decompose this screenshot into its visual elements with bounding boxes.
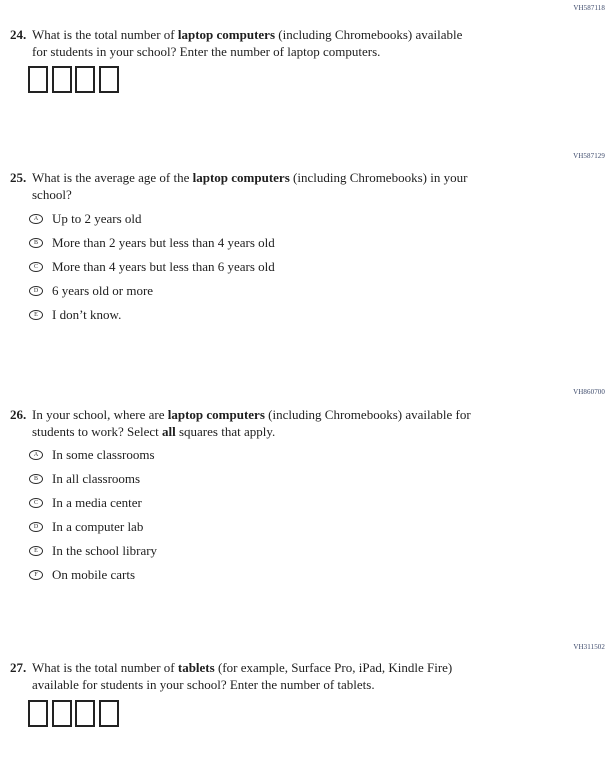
question-text-line (32, 169, 537, 186)
question-text-segment-bold: laptop computers (167, 407, 265, 422)
question-text (32, 169, 537, 203)
digit-box[interactable] (99, 700, 119, 727)
item-code: VH311502 (573, 643, 605, 651)
question-text-line (32, 186, 537, 203)
question-26-row (10, 406, 537, 440)
option-letter: B (33, 476, 38, 482)
answer-oval-icon[interactable] (29, 546, 43, 556)
question-number: 24. (10, 27, 27, 42)
option-letter: D (33, 288, 39, 294)
option-letter: C (33, 264, 38, 270)
question-text-segment-bold: laptop computers (177, 27, 275, 42)
option-b[interactable] (29, 467, 157, 491)
option-letter: E (34, 548, 38, 554)
question-number: 26. (10, 407, 27, 422)
answer-oval-icon[interactable] (29, 474, 43, 484)
question-text (32, 406, 537, 440)
digit-box[interactable] (99, 66, 119, 93)
question-text-segment: squares that apply. (175, 424, 276, 439)
question-text-line (32, 43, 537, 60)
option-letter: E (34, 312, 38, 318)
option-c[interactable] (29, 255, 275, 279)
option-label: In a media center (52, 495, 142, 510)
question-text-segment: What is the total number of (32, 660, 178, 675)
answer-oval-icon[interactable] (29, 262, 43, 272)
question-text-segment: for students in your school? Enter the number of laptop computers. (32, 44, 381, 59)
digit-box[interactable] (52, 66, 72, 93)
question-26-block (0, 383, 610, 638)
option-d[interactable] (29, 515, 157, 539)
option-label: In the school library (52, 543, 158, 558)
option-letter: B (33, 240, 38, 246)
answer-oval-icon[interactable] (29, 498, 43, 508)
option-c[interactable] (29, 491, 157, 515)
digit-box[interactable] (75, 66, 95, 93)
answer-oval-icon[interactable] (29, 570, 43, 580)
option-a[interactable] (29, 207, 275, 231)
question-number: 25. (10, 170, 27, 185)
question-text-line (32, 659, 537, 676)
digit-box[interactable] (28, 66, 48, 93)
question-text-segment-bold: all (161, 424, 176, 439)
option-letter: F (34, 572, 38, 578)
question-text-segment: (including Chromebooks) in your (289, 170, 468, 185)
option-label: Up to 2 years old (52, 211, 142, 226)
question-text-segment: What is the total number of (32, 27, 178, 42)
question-text-segment: In your school, where are (32, 407, 168, 422)
question-text-segment: (including Chromebooks) available for (264, 407, 471, 422)
option-letter: D (33, 524, 39, 530)
option-d[interactable] (29, 279, 275, 303)
question-text (32, 659, 537, 693)
option-a[interactable] (29, 443, 157, 467)
option-letter: A (33, 216, 39, 222)
digit-box[interactable] (75, 700, 95, 727)
option-label: In all classrooms (52, 471, 141, 486)
answer-oval-icon[interactable] (29, 522, 43, 532)
digit-box[interactable] (28, 700, 48, 727)
question-24-block (0, 0, 610, 147)
question-text-line (32, 423, 537, 440)
option-e[interactable] (29, 303, 275, 327)
digit-entry-boxes (28, 700, 119, 727)
item-code: VH860700 (573, 388, 605, 396)
question-text (32, 26, 537, 60)
question-26-options (29, 443, 157, 587)
option-label: 6 years old or more (52, 283, 154, 298)
question-25-options (29, 207, 275, 327)
option-e[interactable] (29, 539, 157, 563)
question-text-segment: students to work? Select (32, 424, 162, 439)
option-label: On mobile carts (52, 567, 136, 582)
question-text-line (32, 406, 537, 423)
option-f[interactable] (29, 563, 157, 587)
question-number: 27. (10, 660, 27, 675)
item-code: VH587118 (573, 4, 605, 12)
option-letter: C (33, 500, 38, 506)
question-text-segment: (including Chromebooks) available (275, 27, 463, 42)
option-label: In some classrooms (52, 447, 155, 462)
digit-box[interactable] (52, 700, 72, 727)
question-25-row (10, 169, 537, 203)
question-27-block (0, 638, 610, 765)
question-text-segment-bold: laptop computers (192, 170, 290, 185)
question-25-block (0, 147, 610, 383)
option-label: More than 2 years but less than 4 years old (52, 235, 275, 250)
answer-oval-icon[interactable] (29, 214, 43, 224)
answer-oval-icon[interactable] (29, 238, 43, 248)
option-letter: A (33, 452, 39, 458)
question-text-segment: (for example, Surface Pro, iPad, Kindle Fire) (214, 660, 453, 675)
question-text-line (32, 26, 537, 43)
question-text-segment: available for students in your school? Enter the number of tablets. (32, 677, 375, 692)
question-24-row (10, 26, 537, 60)
digit-entry-boxes (28, 66, 119, 93)
option-label: In a computer lab (52, 519, 144, 534)
question-text-line (32, 676, 537, 693)
option-label: More than 4 years but less than 6 years old (52, 259, 275, 274)
item-code: VH587129 (573, 152, 605, 160)
option-b[interactable] (29, 231, 275, 255)
question-text-segment: school? (32, 187, 72, 202)
question-text-segment: What is the average age of the (32, 170, 193, 185)
answer-oval-icon[interactable] (29, 310, 43, 320)
question-27-row (10, 659, 537, 693)
option-label: I don’t know. (52, 307, 122, 322)
answer-oval-icon[interactable] (29, 286, 43, 296)
answer-oval-icon[interactable] (29, 450, 43, 460)
question-text-segment-bold: tablets (177, 660, 215, 675)
